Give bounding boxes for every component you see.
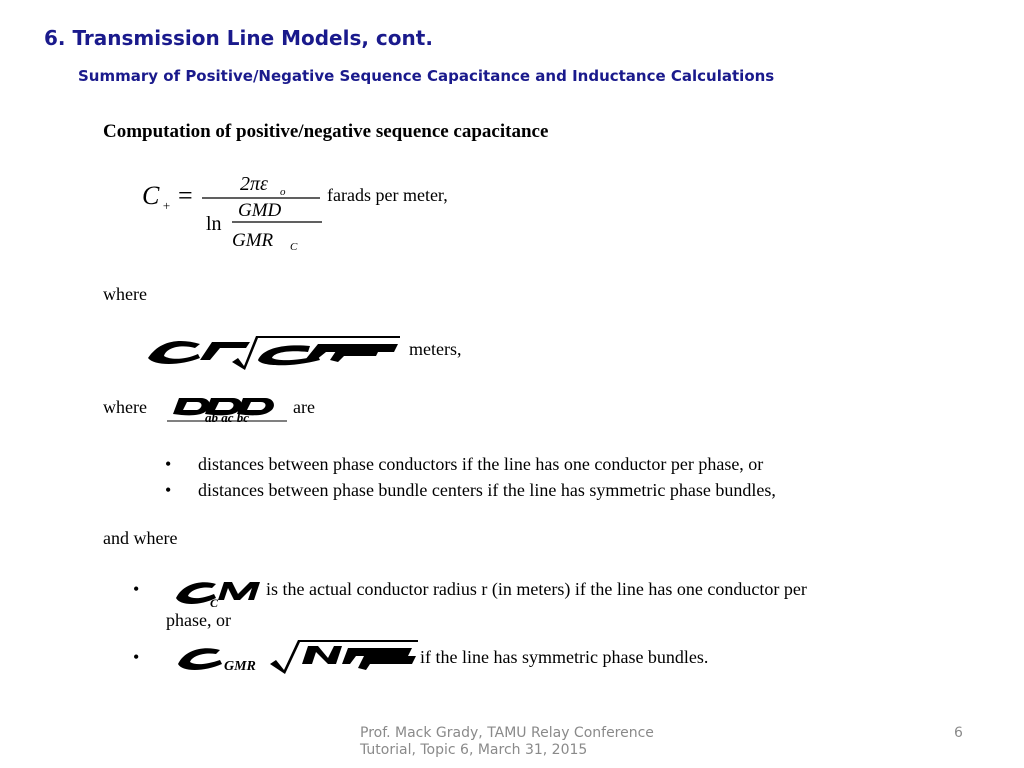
slide-subtitle: Summary of Positive/Negative Sequence Capacitance and Inductance Calculations [78,67,775,85]
gmrc-bundle-equation [172,634,422,676]
bullet-a-1: distances between phase conductors if the line has one conductor per phase, or [198,454,764,474]
bullet-dot: • [165,454,172,474]
capacitance-equation [140,170,330,252]
gmd-equation-glyphs [148,336,400,370]
bullet-c-1: is the actual conductor radius r (in meters) if the line has one conductor per [266,579,807,599]
eq1-ln: ln [206,213,222,235]
svg-text:GMR: GMR [224,659,256,674]
section-heading: Computation of positive/negative sequence capacitance [103,121,549,142]
eq1-lhs-sub: + [162,198,171,213]
slide-title: 6. Transmission Line Models, cont. [44,26,433,50]
eq1-frac-num: GMD [238,200,282,221]
where2-suffix: are [293,397,315,417]
bullet-dot: • [133,579,140,599]
distances-symbols [165,394,290,424]
bullet-c-1-cont: phase, or [166,610,231,630]
bullet-a-2: distances between phase bundle centers if the line has symmetric phase bundles, [198,480,776,500]
page-number: 6 [954,725,963,741]
footer-citation: Prof. Mack Grady, TAMU Relay Conference Tutorial, Topic 6, March 31, 2015 [360,725,654,758]
eq2-suffix: meters, [409,339,462,359]
gmrc-symbol [170,576,265,608]
bullet-dot: • [133,647,140,667]
svg-text:C: C [210,596,219,608]
bullet-c-2: if the line has symmetric phase bundles. [420,647,709,667]
eq1-numerator-sub: o [280,186,286,198]
eq1-equals: = [178,181,193,210]
eq1-frac-den-sub: C [290,241,298,252]
svg-text:ab ac bc: ab ac bc [205,410,250,424]
eq1-frac-den: GMR [232,230,274,251]
where-label-1: where [103,284,147,304]
where-label-2: where [103,397,147,417]
eq1-numerator: 2πε [240,173,268,195]
bullet-dot: • [165,480,172,500]
eq1-suffix: farads per meter, [327,185,448,205]
and-where-label: and where [103,528,178,548]
gmd-equation [140,330,410,370]
eq1-lhs: C [142,181,160,210]
